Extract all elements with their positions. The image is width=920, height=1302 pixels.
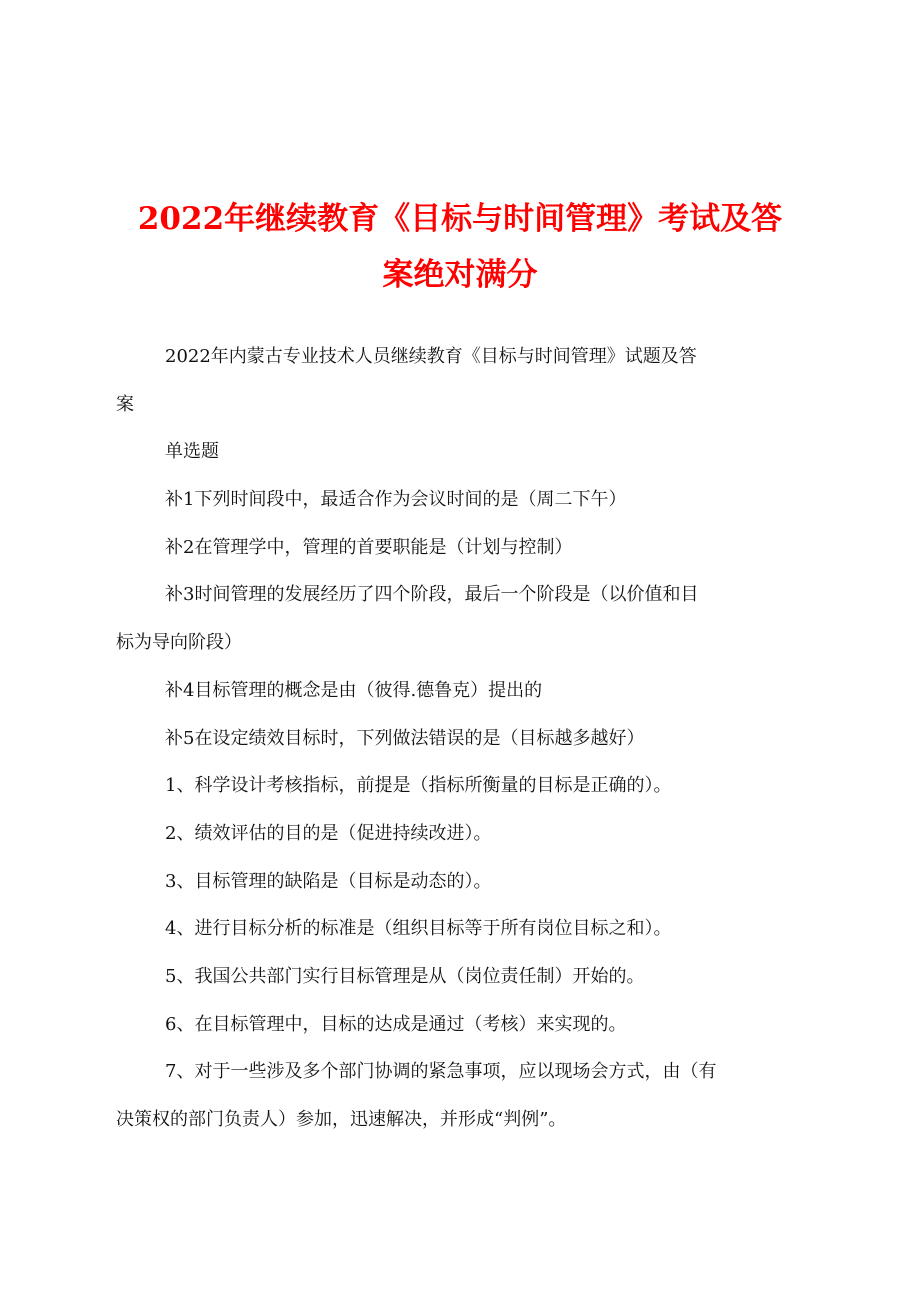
question-item-continuation: 标为导向阶段）: [116, 632, 242, 653]
question-item-continuation: 决策权的部门负责人）参加，迅速解决，并形成“判例”。: [116, 1109, 567, 1130]
question-item: 4、进行目标分析的标准是（组织目标等于所有岗位目标之和）。: [165, 918, 672, 939]
question-item: 1、科学设计考核指标，前提是（指标所衡量的目标是正确的）。: [165, 775, 672, 796]
question-item: 补3时间管理的发展经历了四个阶段，最后一个阶段是（以价值和目: [165, 584, 699, 605]
section-heading: 单选题: [165, 441, 219, 462]
question-item: 补4目标管理的概念是由（彼得.德鲁克）提出的: [165, 680, 543, 701]
question-item: 补5在设定绩效目标时，下列做法错误的是（目标越多越好）: [165, 728, 645, 749]
intro-text: 2022年内蒙古专业技术人员继续教育《目标与时间管理》试题及答: [165, 346, 697, 367]
intro-paragraph-line-1: [116, 345, 816, 369]
question-item: 补2在管理学中，管理的首要职能是（计划与控制）: [165, 537, 573, 558]
document-title-line-1: 2022年继续教育《目标与时间管理》考试及答: [137, 201, 783, 237]
question-item: 6、在目标管理中，目标的达成是通过（考核）来实现的。: [165, 1014, 627, 1035]
question-item: 7、对于一些涉及多个部门协调的紧急事项，应以现场会方式，由（有: [165, 1061, 717, 1082]
question-item: 5、我国公共部门实行目标管理是从（岗位责任制）开始的。: [165, 966, 645, 987]
question-item: 3、目标管理的缺陷是（目标是动态的）。: [165, 871, 492, 892]
document-title-line-2: 案绝对满分: [382, 257, 538, 293]
question-item: 补1下列时间段中，最适合作为会议时间的是（周二下午）: [165, 489, 627, 510]
intro-paragraph-line-2: 案: [116, 394, 134, 415]
question-item: 2、绩效评估的目的是（促进持续改进）。: [165, 823, 492, 844]
